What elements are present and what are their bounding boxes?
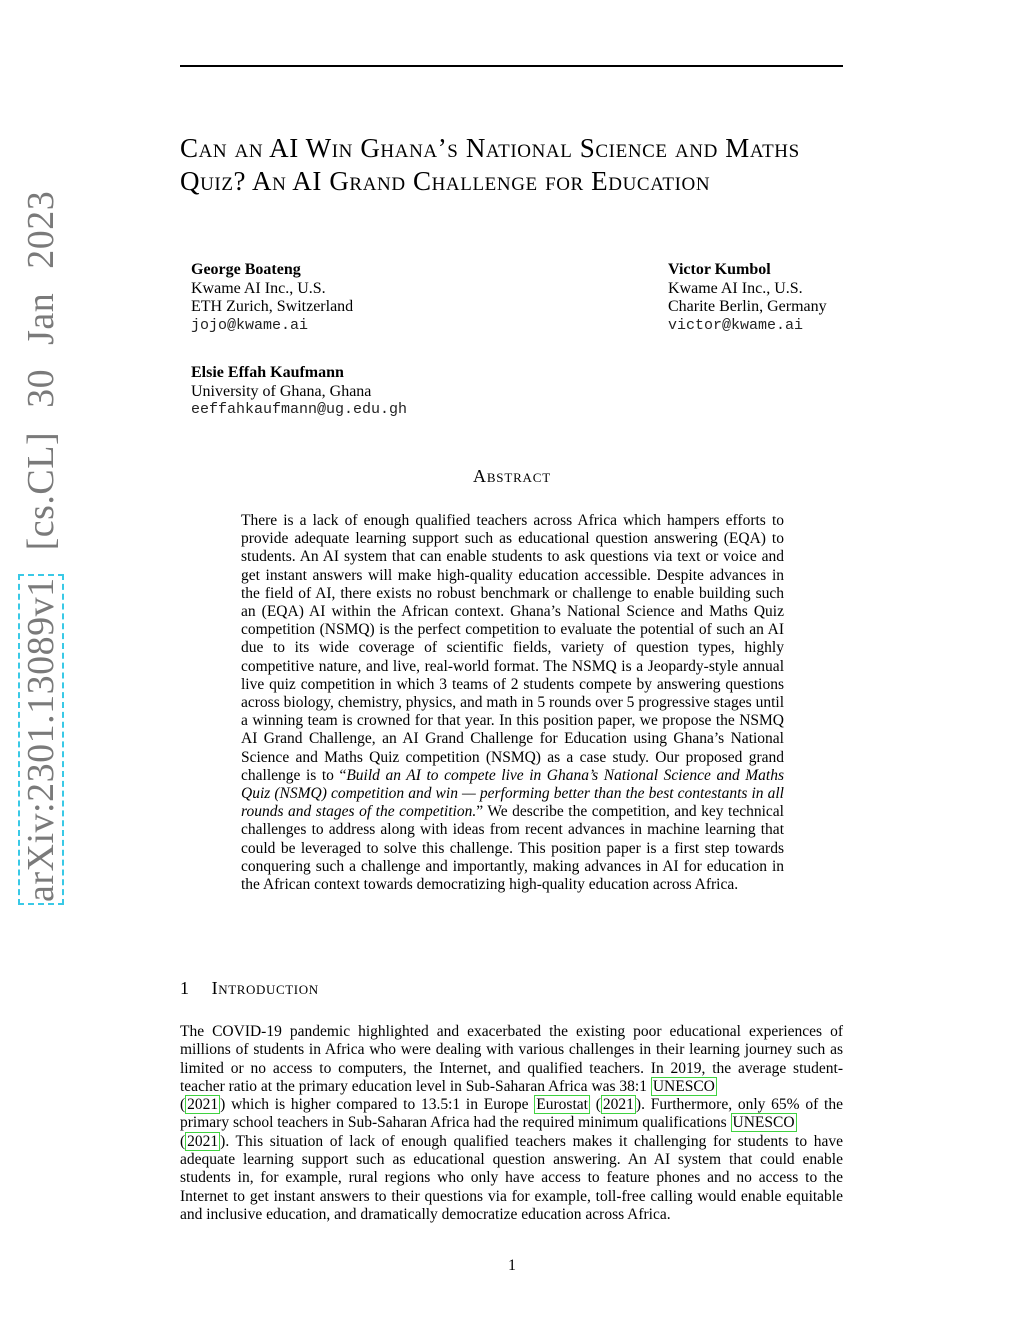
author-name: Victor Kumbol xyxy=(668,261,771,278)
author-name: Elsie Effah Kaufmann xyxy=(191,364,344,381)
paragraph-text: ). This situation of lack of enough qualified teachers makes it challenging for students to have adequate learning support such as educational question answering. An AI system that could enable students in, for example, rural regions who only have access to feature phones and no access to the Internet to get instant answers to their questions via for example, toll-free calling would enable equitable and inclusive education, and dramatically democratize education across Africa. xyxy=(180,1132,843,1223)
section-number: 1 xyxy=(180,978,190,998)
arxiv-id-link[interactable]: arXiv:2301.13089v1 xyxy=(18,574,64,905)
paper-title: Can an AI Win Ghana’s National Science and Maths Quiz? An AI Grand Challenge for Education xyxy=(180,133,800,196)
introduction-paragraph: The COVID-19 pandemic highlighted and exacerbated the existing poor educational experiences of millions of students in Africa who were dealing with various challenges in their learning journey such as limited or no access to computers, the Internet, and qualified teachers. In 2019, the average student-teacher ratio at the primary education level in Sub-Saharan Africa was 38:1 UNESCO ( 2021 ) which is higher compared to 13.5:1 in Europe Eurostat ( 2021 ). Furthermore, only 65% of the primary school teachers in Sub-Saharan Africa had the required minimum qualifications UNESCO ( 2021 ). This situation of lack of enough qualified teachers makes it challenging for students to have adequate learning support such as educational question answering. An AI system that could enable students in, for example, rural regions who only have access to feature phones and no access to the Internet to get instant answers to their questions via for example, toll-free calling would enable equitable and inclusive education, and dramatically democratize education across Africa. xyxy=(180,1023,843,1223)
author-block xyxy=(191,261,353,335)
author-block xyxy=(191,364,407,420)
citation-link[interactable]: Eurostat xyxy=(536,1096,588,1114)
arxiv-stamp xyxy=(17,190,65,905)
author-email[interactable]: jojo@kwame.ai xyxy=(191,316,309,334)
citation-year-link[interactable]: 2021 xyxy=(187,1096,219,1114)
abstract-heading: Abstract xyxy=(473,466,551,486)
author-affiliation: ETH Zurich, Switzerland xyxy=(191,298,354,315)
citation-year-link[interactable]: 2021 xyxy=(187,1132,219,1150)
author-affiliation: Charite Berlin, Germany xyxy=(668,298,827,315)
author-affiliation: University of Ghana, Ghana xyxy=(191,382,372,400)
citation-link[interactable]: UNESCO xyxy=(652,1077,715,1095)
page-number: 1 xyxy=(508,1257,516,1274)
abstract-text: ” We describe the competition, and key technical challenges to address along with ideas from recent advances in machine learning that could be leveraged to solve this challenge. This position paper is a first step towards conquering such a challenge and importantly, making advances in AI for education in the African context towards democratizing high-quality education across Africa. xyxy=(241,803,784,894)
author-email[interactable]: eeffahkaufmann@ug.edu.gh xyxy=(191,401,408,418)
abstract-text: There is a lack of enough qualified teachers across Africa which hampers efforts to provide adequate learning support such as educational question answering (EQA) to students. An AI system that can enable students to ask questions via text or voice and get instant answers will make high-quality education accessible. Despite advances in the field of AI, there exists no robust benchmark or challenge to enable building such an (EQA) AI within the African context. Ghana’s National Science and Maths Quiz competition (NSMQ) is the perfect competition to evaluate the potential of such an AI due to its wide coverage of scientific fields, variety of question types, highly competitive nature, and live, real-world format. The NSMQ is a Jeopardy-style annual live quiz competition in which 3 teams of 2 students compete by answering questions across biology, chemistry, physics, and math in 5 rounds over 5 progressive stages until a winning team is crowned for that year. In this position paper, we propose the NSMQ AI Grand Challenge, an AI Grand Challenge for Education using Ghana’s National Science and Maths Quiz competition (NSMQ) as a case study. Our proposed grand challenge is to “ xyxy=(241,512,784,784)
author-affiliation: Kwame AI Inc., U.S. xyxy=(191,279,326,297)
author-email[interactable]: victor@kwame.ai xyxy=(668,316,804,334)
paragraph-text: ) which is higher compared to 13.5:1 in Europe xyxy=(220,1096,535,1114)
section-title: Introduction xyxy=(211,978,319,998)
abstract-challenge-quote: Build an AI to compete live in Ghana’s National Science and Maths Quiz (NSMQ) competition and win — performing better than the best contestants in all rounds and stages of the competition. xyxy=(241,766,785,821)
paragraph-text: ). Furthermore, only 65% of the primary school teachers in Sub-Saharan Africa had the required minimum qualifications xyxy=(180,1096,843,1132)
arxiv-date: 30 Jan 2023 xyxy=(20,190,62,408)
citation-year-link[interactable]: 2021 xyxy=(602,1096,634,1114)
top-rule xyxy=(180,65,843,67)
author-affiliation: Kwame AI Inc., U.S. xyxy=(668,279,803,297)
paragraph-text: The COVID-19 pandemic highlighted and exacerbated the existing poor educational experiences of millions of students in Africa who were dealing with various challenges in their learning journey such as limited or no access to computers, the Internet, and qualified teachers. In 2019, the average student-teacher ratio at the primary education level in Sub-Saharan Africa was 38:1 xyxy=(180,1023,843,1095)
section-heading-introduction xyxy=(180,978,319,999)
citation-link[interactable]: UNESCO xyxy=(732,1114,795,1132)
author-block xyxy=(668,261,827,335)
arxiv-category: [cs.CL] xyxy=(20,431,62,551)
abstract-body xyxy=(241,512,784,894)
author-name: George Boateng xyxy=(191,261,301,278)
